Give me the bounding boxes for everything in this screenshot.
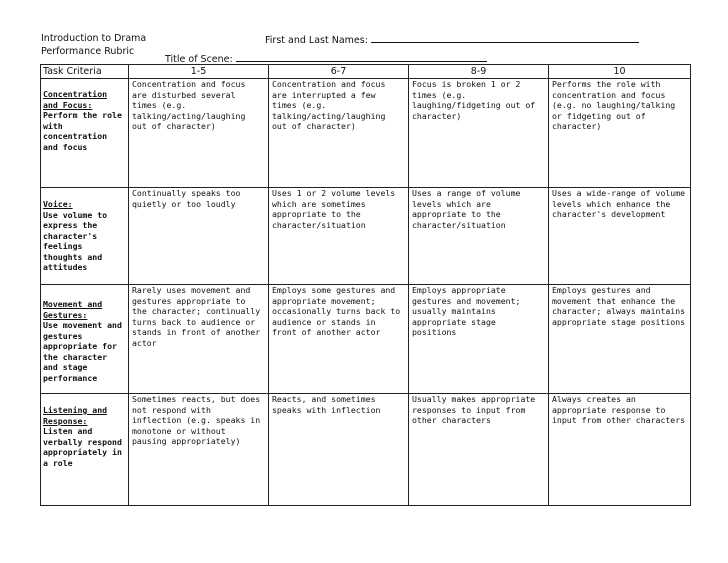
cell-text: Continually speaks too quietly or too loudly — [132, 188, 241, 209]
score-cell — [129, 79, 269, 188]
criteria-description: Use volume to express the character's feelings thoughts and attitudes — [43, 209, 108, 272]
cell-text: Sometimes reacts, but does not respond with inflection (e.g. speaks in monotone or without pausing appropriately) — [132, 394, 261, 446]
score-cell — [409, 285, 549, 394]
score-cell — [549, 79, 691, 188]
score-cell — [269, 79, 409, 188]
criteria-title: Listening and Response: — [43, 405, 108, 426]
column-header: 6-7 — [269, 65, 409, 79]
column-header: 1-5 — [129, 65, 269, 79]
cell-text: Usually makes appropriate responses to input from other characters — [412, 394, 536, 425]
table-row — [41, 188, 691, 285]
names-field — [265, 33, 639, 46]
column-header: 8-9 — [409, 65, 549, 79]
score-cell — [269, 394, 409, 506]
column-header: 10 — [549, 65, 691, 79]
rubric-table — [40, 64, 691, 506]
cell-text: Reacts, and sometimes speaks with inflection — [272, 394, 381, 415]
cell-text: Employs some gestures and appropriate movement; occasionally turns back to audience or stands in front of another actor — [272, 285, 401, 337]
score-cell — [549, 188, 691, 285]
criteria-description: Use movement and gestures appropriate for the character and stage performance — [43, 320, 122, 383]
table-row — [41, 394, 691, 506]
cell-text: Uses 1 or 2 volume levels which are sometimes appropriate to the character/situation — [272, 188, 396, 230]
score-cell — [409, 188, 549, 285]
cell-text: Uses a wide-range of volume levels which enhance the character's development — [552, 188, 686, 219]
cell-text: Employs appropriate gestures and movement; usually maintains appropriate stage positions — [412, 285, 521, 337]
cell-text: Always creates an appropriate response to input from other characters — [552, 394, 686, 425]
criteria-cell — [41, 285, 129, 394]
cell-text: Uses a range of volume levels which are appropriate to the character/situation — [412, 188, 521, 230]
criteria-title: Concentration and Focus: — [43, 89, 108, 110]
names-label: First and Last Names: — [265, 35, 368, 46]
criteria-cell — [41, 394, 129, 506]
cell-text: Employs gestures and movement that enhance the character; always maintains appropriate stage positions — [552, 285, 686, 327]
criteria-cell — [41, 188, 129, 285]
header-row — [41, 65, 691, 79]
cell-text: Performs the role with concentration and focus (e.g. no laughing/talking or fidgeting out of character) — [552, 79, 676, 131]
cell-text: Focus is broken 1 or 2 times (e.g. laughing/fidgeting out of character) — [412, 79, 536, 121]
score-cell — [129, 394, 269, 506]
rubric-title: Performance Rubric — [41, 46, 135, 57]
score-cell — [409, 394, 549, 506]
score-cell — [269, 285, 409, 394]
cell-text: Concentration and focus are disturbed several times (e.g. talking/acting/laughing out of character) — [132, 79, 246, 131]
criteria-title: Voice: — [43, 199, 73, 209]
criteria-cell — [41, 79, 129, 188]
criteria-description: Perform the role with concentration and focus — [43, 110, 122, 152]
score-cell — [129, 285, 269, 394]
score-cell — [549, 285, 691, 394]
course-title: Introduction to Drama — [41, 33, 147, 44]
table-row — [41, 79, 691, 188]
scene-line — [236, 52, 487, 62]
scene-label: Title of Scene: — [165, 54, 233, 65]
cell-text: Concentration and focus are interrupted a few times (e.g. talking/acting/laughing out of character) — [272, 79, 386, 131]
table-row — [41, 285, 691, 394]
names-line — [371, 33, 639, 43]
criteria-title: Movement and Gestures: — [43, 299, 103, 320]
score-cell — [409, 79, 549, 188]
score-cell — [549, 394, 691, 506]
column-header: Task Criteria — [41, 65, 129, 79]
criteria-description: Listen and verbally respond appropriately in a role — [43, 426, 122, 468]
score-cell — [269, 188, 409, 285]
score-cell — [129, 188, 269, 285]
cell-text: Rarely uses movement and gestures appropriate to the character; continually turns back to audience or stands in front of another actor — [132, 285, 261, 348]
